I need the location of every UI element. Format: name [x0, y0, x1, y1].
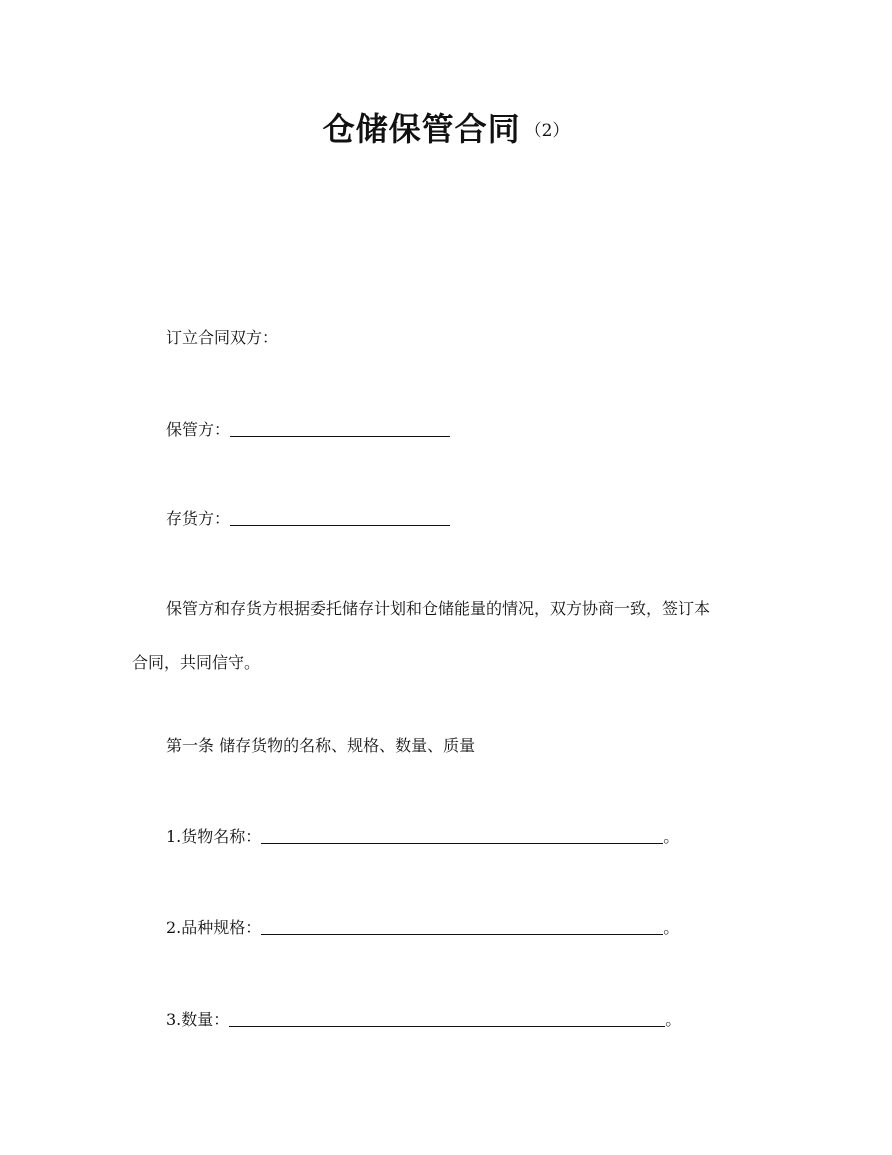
- document-title: [0, 104, 892, 150]
- depositor-line: [166, 507, 450, 531]
- custodian-line: [166, 418, 450, 442]
- item2-line: [166, 916, 679, 940]
- item2-period: 。: [663, 918, 680, 937]
- item1-line: [166, 825, 679, 849]
- item3-period: 。: [665, 1010, 682, 1029]
- custodian-label: 保管方：: [166, 420, 231, 439]
- intro-line-1: 保管方和存货方根据委托储存计划和仓储能量的情况，双方协商一致，签订本: [166, 599, 711, 618]
- depositor-label: 存货方：: [166, 509, 231, 528]
- custodian-blank[interactable]: [230, 418, 450, 437]
- item2-label: 2.品种规格：: [166, 918, 262, 937]
- item3-line: [166, 1008, 681, 1032]
- item3-blank[interactable]: [229, 1008, 665, 1027]
- item3-label: 3.数量：: [166, 1010, 230, 1029]
- parties-intro-text: 订立合同双方：: [166, 328, 279, 347]
- item2-blank[interactable]: [261, 916, 663, 935]
- intro-paragraph: [132, 597, 772, 675]
- title-suffix: （2）: [524, 121, 570, 141]
- depositor-blank[interactable]: [230, 507, 450, 526]
- article1-heading: [166, 734, 475, 758]
- parties-intro: [166, 326, 278, 350]
- item1-blank[interactable]: [261, 825, 663, 844]
- article1-heading-text: 第一条 储存货物的名称、规格、数量、质量: [166, 736, 476, 755]
- intro-line-2: 合同，共同信守。: [132, 653, 261, 672]
- title-main: 仓储保管合同: [322, 110, 521, 148]
- item1-label: 1.货物名称：: [166, 827, 262, 846]
- item1-period: 。: [663, 827, 680, 846]
